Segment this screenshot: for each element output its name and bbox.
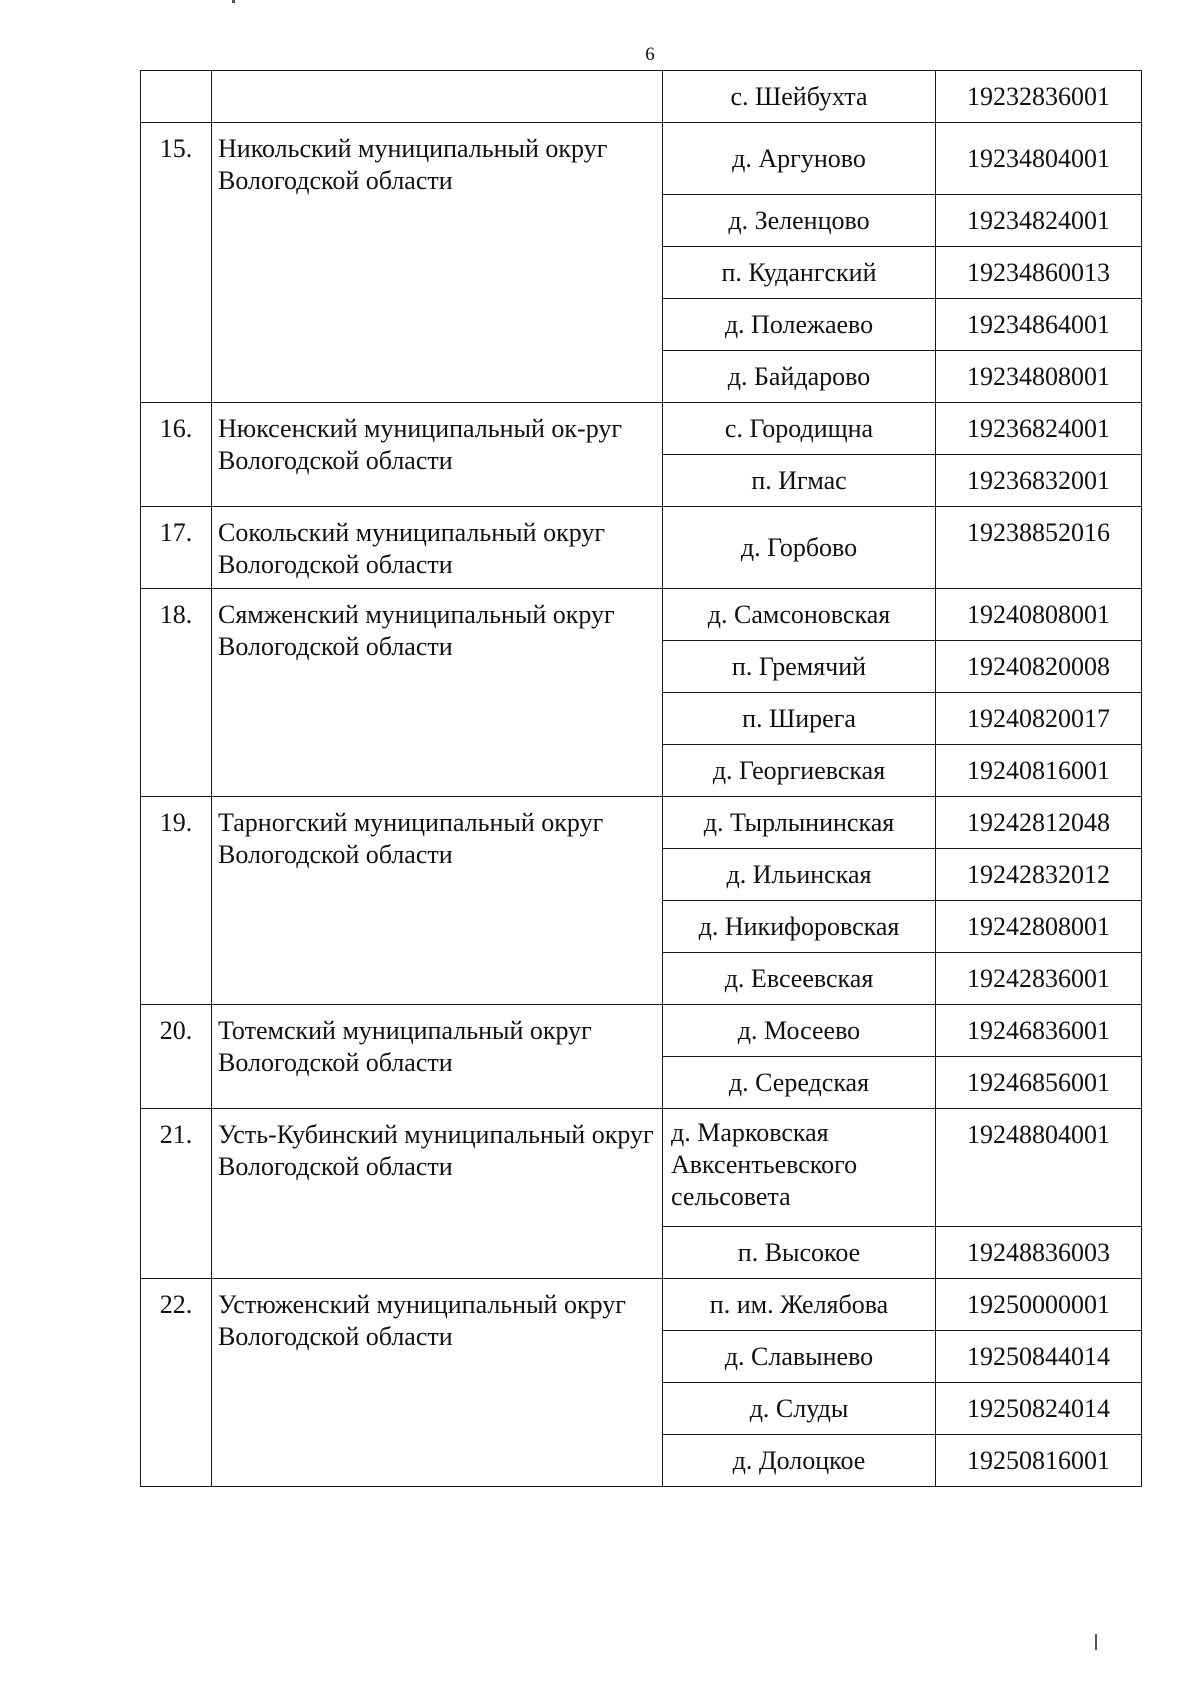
district-name — [212, 71, 663, 123]
row-number: 17. — [141, 507, 212, 589]
district-name: Тарногский муниципальный округ Вологодской области — [212, 797, 663, 1005]
settlement-name: д. Марковская Авксентьевского сельсовета — [663, 1109, 936, 1227]
table-row — [141, 1279, 1142, 1331]
settlement-name: п. Игмас — [663, 455, 936, 507]
oktmo-code: 19234864001 — [936, 299, 1142, 351]
oktmo-code: 19248804001 — [936, 1109, 1142, 1227]
oktmo-code: 19234860013 — [936, 247, 1142, 299]
row-number: 19. — [141, 797, 212, 1005]
settlement-name: с. Городищна — [663, 403, 936, 455]
table-row — [141, 507, 1142, 589]
settlement-name: д. Славынево — [663, 1331, 936, 1383]
settlement-name: д. Слуды — [663, 1383, 936, 1435]
settlement-name: д. Самсоновская — [663, 589, 936, 641]
oktmo-code: 19236824001 — [936, 403, 1142, 455]
oktmo-code: 19240820008 — [936, 641, 1142, 693]
table-row — [141, 1109, 1142, 1227]
oktmo-code: 19234808001 — [936, 351, 1142, 403]
district-name: Никольский муниципальный округ Вологодской области — [212, 123, 663, 403]
settlement-name: п. Кудангский — [663, 247, 936, 299]
settlement-name: п. Высокое — [663, 1227, 936, 1279]
settlement-name: п. Ширега — [663, 693, 936, 745]
oktmo-code: 19248836003 — [936, 1227, 1142, 1279]
scan-speck — [1095, 1634, 1097, 1650]
settlement-name: д. Байдарово — [663, 351, 936, 403]
settlement-name: с. Шейбухта — [663, 71, 936, 123]
settlement-name: д. Никифоровская — [663, 901, 936, 953]
table-row — [141, 403, 1142, 455]
table-row — [141, 797, 1142, 849]
table-row — [141, 71, 1142, 123]
district-name: Сокольский муниципальный округ Вологодской области — [212, 507, 663, 589]
settlement-name: д. Мосеево — [663, 1005, 936, 1057]
table-body — [141, 71, 1142, 1487]
oktmo-code: 19246836001 — [936, 1005, 1142, 1057]
oktmo-code: 19238852016 — [936, 507, 1142, 589]
oktmo-code: 19240808001 — [936, 589, 1142, 641]
district-name: Тотемский муниципальный округ Вологодской области — [212, 1005, 663, 1109]
oktmo-code: 19234824001 — [936, 195, 1142, 247]
oktmo-code: 19234804001 — [936, 123, 1142, 195]
district-name: Усть-Кубинский муниципальный округ Вологодской области — [212, 1109, 663, 1279]
settlement-name: д. Тырлынинская — [663, 797, 936, 849]
row-number: 18. — [141, 589, 212, 797]
oktmo-code: 19242836001 — [936, 953, 1142, 1005]
row-number — [141, 71, 212, 123]
settlements-table — [140, 70, 1142, 1487]
row-number: 16. — [141, 403, 212, 507]
page-number: 6 — [645, 44, 655, 65]
scan-speck — [232, 0, 235, 3]
settlement-name: д. Полежаево — [663, 299, 936, 351]
district-name: Сямженский муниципальный округ Вологодской области — [212, 589, 663, 797]
oktmo-code: 19242832012 — [936, 849, 1142, 901]
row-number: 22. — [141, 1279, 212, 1487]
settlement-name: д. Аргуново — [663, 123, 936, 195]
table-row — [141, 589, 1142, 641]
row-number: 21. — [141, 1109, 212, 1279]
table-row — [141, 1005, 1142, 1057]
oktmo-code: 19250824014 — [936, 1383, 1142, 1435]
oktmo-code: 19240816001 — [936, 745, 1142, 797]
oktmo-code: 19240820017 — [936, 693, 1142, 745]
row-number: 20. — [141, 1005, 212, 1109]
settlement-name: п. им. Желябова — [663, 1279, 936, 1331]
oktmo-code: 19242808001 — [936, 901, 1142, 953]
oktmo-code: 19236832001 — [936, 455, 1142, 507]
settlement-name: д. Георгиевская — [663, 745, 936, 797]
district-name: Нюксенский муниципальный ок-руг Вологодской области — [212, 403, 663, 507]
oktmo-code: 19242812048 — [936, 797, 1142, 849]
oktmo-code: 19246856001 — [936, 1057, 1142, 1109]
settlement-name: п. Гремячий — [663, 641, 936, 693]
settlement-name: д. Зеленцово — [663, 195, 936, 247]
row-number: 15. — [141, 123, 212, 403]
settlement-name: д. Евсеевская — [663, 953, 936, 1005]
settlement-name: д. Ильинская — [663, 849, 936, 901]
district-name: Устюженский муниципальный округ Вологодской области — [212, 1279, 663, 1487]
oktmo-code: 19232836001 — [936, 71, 1142, 123]
oktmo-code: 19250000001 — [936, 1279, 1142, 1331]
settlement-name: д. Горбово — [663, 507, 936, 589]
oktmo-code: 19250816001 — [936, 1435, 1142, 1487]
table-row — [141, 123, 1142, 195]
settlement-name: д. Середская — [663, 1057, 936, 1109]
oktmo-code: 19250844014 — [936, 1331, 1142, 1383]
settlement-name: д. Долоцкое — [663, 1435, 936, 1487]
